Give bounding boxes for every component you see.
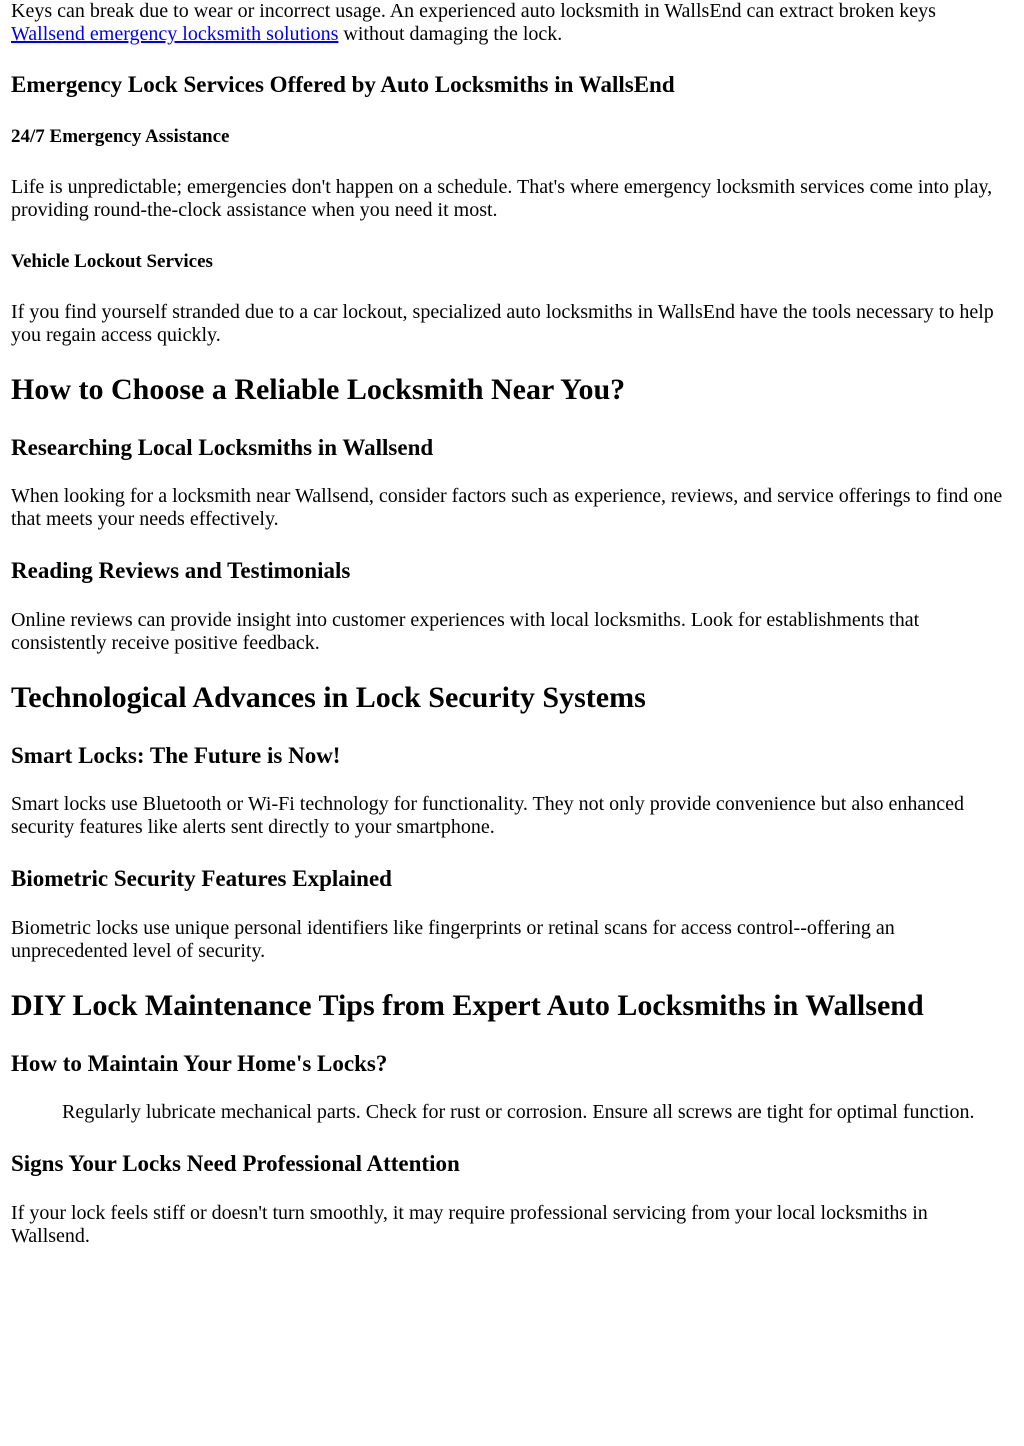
intro-text-after: without damaging the lock. — [338, 23, 563, 45]
reading-reviews-heading: Reading Reviews and Testimonials — [11, 558, 351, 583]
intro-paragraph — [11, 0, 1010, 46]
reading-reviews-text: Online reviews can provide insight into customer experiences with local locksmiths. Look for establishments that consistently receive positive feedback. — [11, 609, 920, 654]
intro-text-before: Keys can break due to wear or incorrect usage. An experienced auto locksmith in WallsEnd can extract broken keys — [11, 0, 936, 22]
emergency-assistance-heading: 24/7 Emergency Assistance — [11, 126, 230, 147]
vehicle-lockout-text: If you find yourself stranded due to a car lockout, specialized auto locksmiths in WallsEnd have the tools necessary to help you regain access quickly. — [11, 301, 994, 346]
tech-advances-heading: Technological Advances in Lock Security Systems — [11, 681, 646, 714]
maintain-locks-heading: How to Maintain Your Home's Locks? — [11, 1051, 388, 1076]
smart-locks-text: Smart locks use Bluetooth or Wi-Fi technology for functionality. They not only provide convenience but also enhanced security features like alerts sent directly to your smartphone. — [11, 793, 965, 838]
choose-locksmith-heading: How to Choose a Reliable Locksmith Near You? — [11, 373, 626, 406]
signs-attention-heading: Signs Your Locks Need Professional Attention — [11, 1151, 460, 1176]
maintain-locks-text: Regularly lubricate mechanical parts. Check for rust or corrosion. Ensure all screws are tight for optimal function. — [62, 1101, 975, 1123]
researching-locksmiths-text: When looking for a locksmith near Wallsend, consider factors such as experience, reviews, and service offerings to find one that meets your needs effectively. — [11, 485, 1003, 530]
wallsend-emergency-locksmith-link[interactable]: Wallsend emergency locksmith solutions — [11, 23, 339, 45]
diy-maintenance-heading: DIY Lock Maintenance Tips from Expert Auto Locksmiths in Wallsend — [11, 989, 924, 1022]
emergency-services-heading: Emergency Lock Services Offered by Auto Locksmiths in WallsEnd — [11, 72, 675, 97]
signs-attention-text: If your lock feels stiff or doesn't turn smoothly, it may require professional servicing from your local locksmiths in Wallsend. — [11, 1202, 928, 1247]
emergency-assistance-text: Life is unpredictable; emergencies don't happen on a schedule. That's where emergency locksmith services come into play, providing round-the-clock assistance when you need it most. — [11, 176, 993, 221]
vehicle-lockout-heading: Vehicle Lockout Services — [11, 251, 213, 272]
smart-locks-heading: Smart Locks: The Future is Now! — [11, 743, 341, 768]
biometric-security-heading: Biometric Security Features Explained — [11, 866, 392, 891]
researching-locksmiths-heading: Researching Local Locksmiths in Wallsend — [11, 435, 434, 460]
biometric-security-text: Biometric locks use unique personal identifiers like fingerprints or retinal scans for access control--offering an unprecedented level of security. — [11, 917, 895, 962]
